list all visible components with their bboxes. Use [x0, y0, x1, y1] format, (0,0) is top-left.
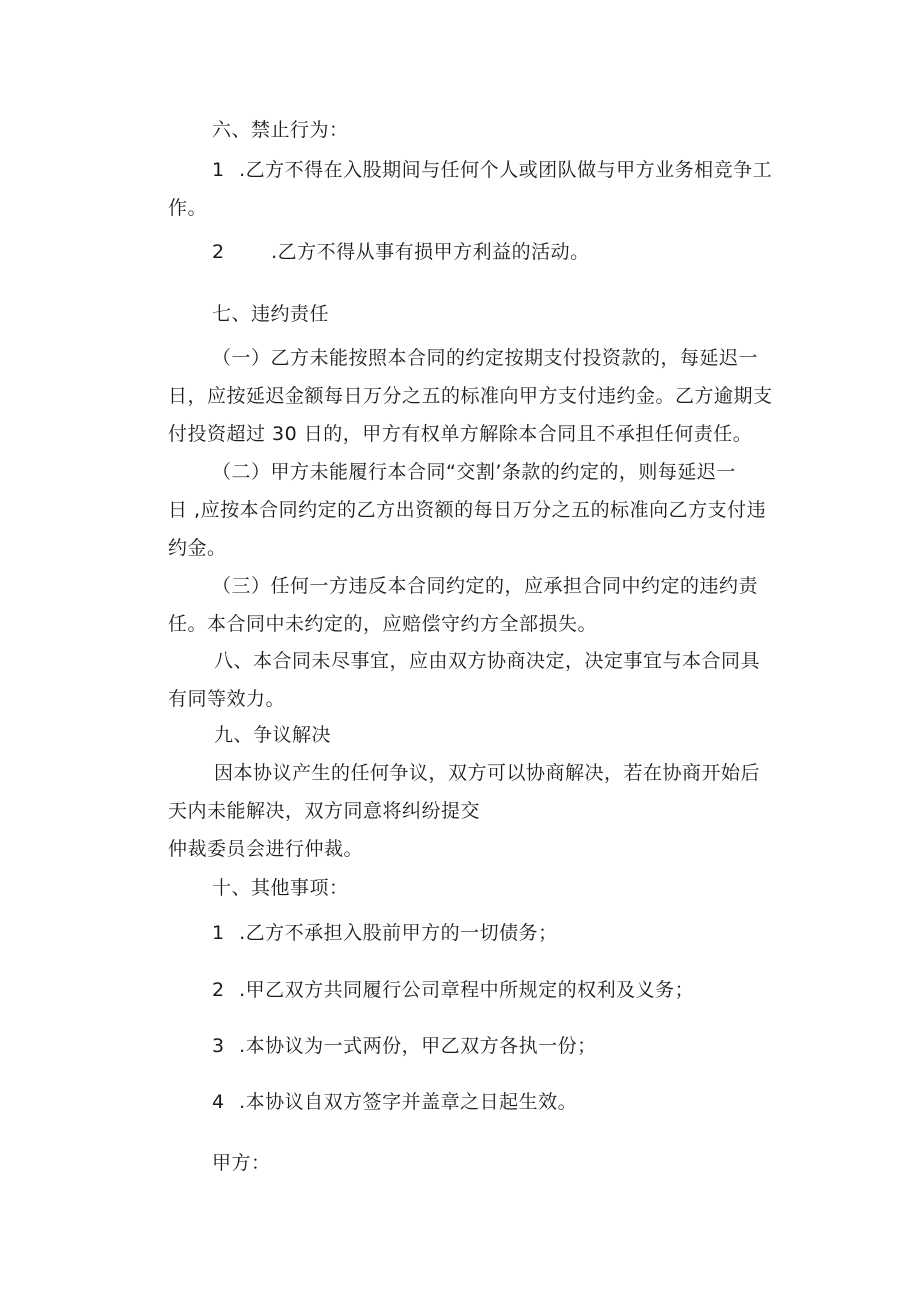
section-10-item-1 — [212, 920, 558, 946]
item-number: 2 — [212, 979, 225, 1001]
section-9-heading: 九、争议解决 — [214, 724, 332, 746]
section-6-item-2 — [212, 239, 590, 265]
section-10-item-3 — [212, 1033, 597, 1059]
item-text: .乙方不承担入股前甲方的一切债务； — [239, 922, 558, 944]
section-7-p1-line2: 日，应按延迟金额每日万分之五的标准向甲方支付违约金。乙方逾期支 — [168, 385, 773, 407]
section-7-p2-line2: 日 ,应按本合同约定的乙方出资额的每日万分之五的标准向乙方支付违 — [168, 499, 767, 521]
item-text: .本协议为一式两份，甲乙双方各执一份； — [239, 1035, 597, 1057]
section-8-line2: 有同等效力。 — [168, 688, 286, 710]
section-10-item-4 — [212, 1089, 577, 1115]
item-text: .甲乙双方共同履行公司章程中所规定的权利及义务； — [239, 979, 695, 1001]
section-7-p3-line2: 任。本合同中未约定的，应赔偿守约方全部损失。 — [168, 613, 598, 635]
item-text: .乙方不得在入股期间与任何个人或团队做与甲方业务相竞争工 — [239, 159, 773, 181]
section-6-item-1-cont: 作。 — [168, 197, 208, 219]
section-9-line2: 天内未能解决，双方同意将纠纷提交 — [168, 800, 481, 822]
section-7-heading: 七、违约责任 — [212, 303, 330, 325]
section-8-line1: 八、本合同未尽事宜，应由双方协商决定，决定事宜与本合同具 — [214, 650, 761, 672]
item-number: 3 — [212, 1035, 225, 1057]
section-9-line3: 仲裁委员会进行仲裁。 — [168, 838, 364, 860]
section-7-p3-line1: （三）任何一方违反本合同约定的，应承担合同中约定的违约责 — [212, 575, 759, 597]
item-number: 4 — [212, 1091, 225, 1113]
section-6-item-1 — [212, 157, 772, 183]
item-number: 2 — [212, 241, 225, 263]
section-7-p2-line3: 约金。 — [168, 537, 227, 559]
item-number: 1 — [212, 922, 225, 944]
section-7-p1-line1: （一）乙方未能按照本合同的约定按期支付投资款的，每延迟一 — [212, 347, 759, 369]
section-6-heading: 六、禁止行为： — [212, 119, 349, 141]
section-10-item-2 — [212, 977, 694, 1003]
section-9-line1: 因本协议产生的任何争议，双方可以协商解决，若在协商开始后 — [214, 762, 761, 784]
item-text: .乙方不得从事有损甲方利益的活动。 — [271, 241, 590, 263]
item-text: .本协议自双方签字并盖章之日起生效。 — [239, 1091, 578, 1113]
section-7-p2-line1: （二）甲方未能履行本合同“交割’条款的约定的，则每延迟一 — [212, 461, 736, 483]
item-number: 1 — [212, 159, 225, 181]
section-7-p1-line3: 付投资超过 30 日的，甲方有权单方解除本合同且不承担任何责任。 — [168, 423, 753, 445]
section-10-heading: 十、其他事项： — [212, 877, 349, 899]
party-a-signature-label: 甲方： — [212, 1152, 271, 1174]
